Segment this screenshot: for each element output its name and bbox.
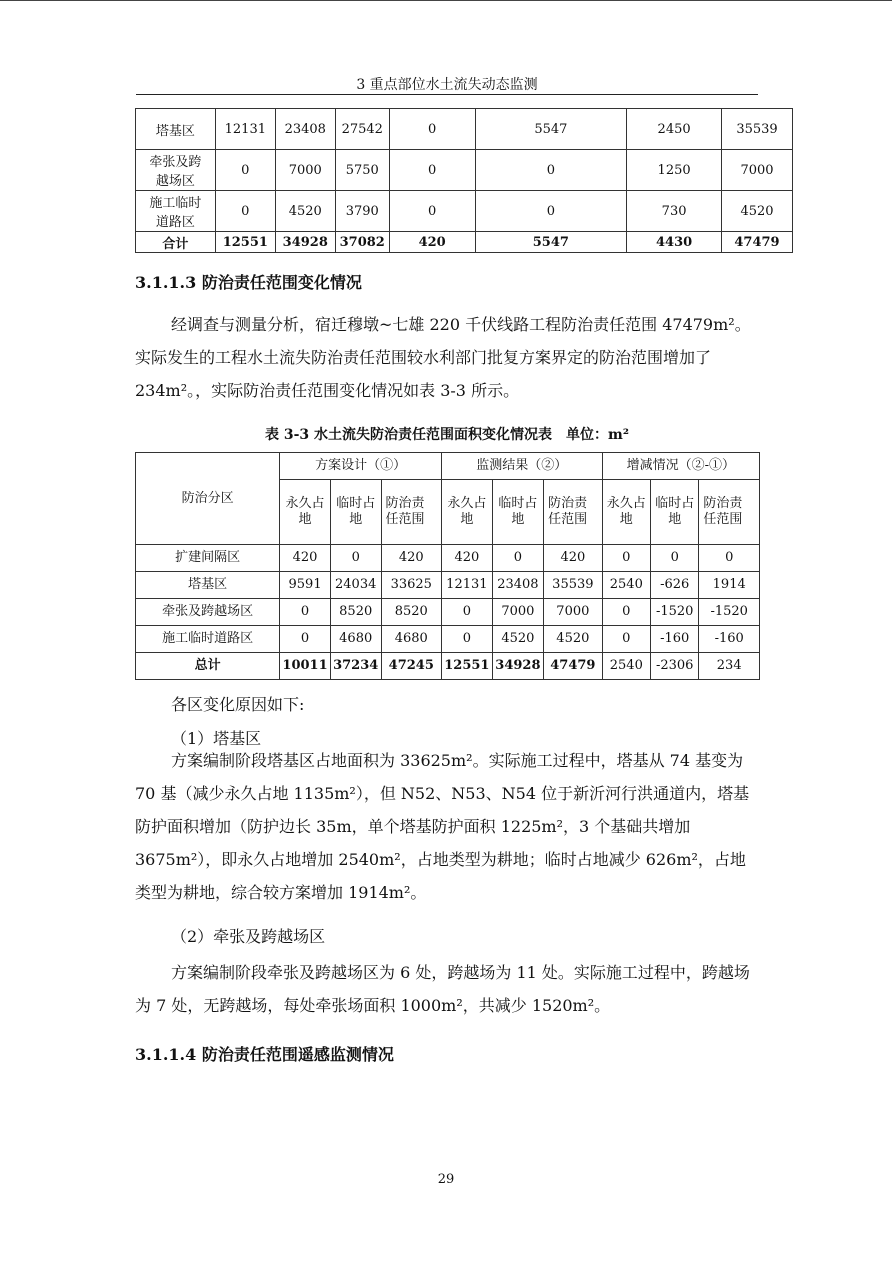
table-cell: -1520 <box>699 599 760 626</box>
table-caption: 表 3-3 水土流失防治责任范围面积变化情况表 单位：m² <box>265 427 629 443</box>
running-header: 3 重点部位水土流失动态监测 <box>356 77 538 93</box>
table-cell: 0 <box>699 545 760 572</box>
table-cell: 37234 <box>330 653 381 680</box>
table-cell: 420 <box>280 545 331 572</box>
row-label: 牵张及跨越场区 <box>136 150 216 191</box>
reasons-intro: 各区变化原因如下: <box>171 695 305 714</box>
table-cell: 0 <box>475 191 627 232</box>
row-label: 合计 <box>136 232 216 253</box>
column-subheader: 永久占地 <box>602 480 650 545</box>
table-cell: 730 <box>627 191 722 232</box>
table-cell: 0 <box>442 599 493 626</box>
table-cell: -2306 <box>651 653 699 680</box>
subheading-tower-area: （1）塔基区 <box>171 729 262 748</box>
table-cell: 34928 <box>275 232 335 253</box>
table-cell: 0 <box>389 150 475 191</box>
column-subheader: 临时占地 <box>492 480 543 545</box>
table-cell: 8520 <box>381 599 442 626</box>
table-cell: 420 <box>442 545 493 572</box>
table-cell: 0 <box>442 626 493 653</box>
table-cell: 33625 <box>381 572 442 599</box>
column-subheader: 永久占地 <box>280 480 331 545</box>
table-cell: -160 <box>651 626 699 653</box>
row-label: 施工临时道路区 <box>136 191 216 232</box>
zone-header: 防治分区 <box>136 453 280 545</box>
column-subheader: 临时占地 <box>330 480 381 545</box>
subheading-tension-area: （2）牵张及跨越场区 <box>171 927 326 946</box>
table-cell: 0 <box>280 626 331 653</box>
table-continuation <box>135 108 793 253</box>
table-cell: 5547 <box>475 232 627 253</box>
table-cell: 5547 <box>475 109 627 150</box>
table-cell: 27542 <box>335 109 389 150</box>
table-cell: 0 <box>475 150 627 191</box>
table-cell: 35539 <box>722 109 793 150</box>
table-cell: 4520 <box>275 191 335 232</box>
table-cell: 0 <box>602 599 650 626</box>
row-label: 总计 <box>136 653 280 680</box>
table-cell: 0 <box>492 545 543 572</box>
table-cell: 4430 <box>627 232 722 253</box>
row-label: 塔基区 <box>136 572 280 599</box>
table-cell: 0 <box>602 545 650 572</box>
table-cell: 10011 <box>280 653 331 680</box>
table-cell: -160 <box>699 626 760 653</box>
group-header-plan: 方案设计（①） <box>280 453 442 480</box>
table-cell: 4520 <box>722 191 793 232</box>
table-3-3 <box>135 452 760 680</box>
table-cell: 0 <box>389 191 475 232</box>
table-row <box>136 653 760 680</box>
table-cell: 0 <box>215 191 275 232</box>
table-row <box>136 599 760 626</box>
table-cell: 4680 <box>330 626 381 653</box>
table-cell: 12131 <box>215 109 275 150</box>
table-cell: 234 <box>699 653 760 680</box>
page-number: 29 <box>437 1172 455 1187</box>
top-border <box>0 0 892 1</box>
row-label: 扩建间隔区 <box>136 545 280 572</box>
paragraph-scope: 经调查与测量分析，宿迁穆墩~七雄 220 千伏线路工程防治责任范围 47479m²。实际发生的工程水土流失防治责任范围较水利部门批复方案界定的防治范围增加了 234m²。，实际防治责任范围变化情况如表 3-3 所示。 <box>135 315 751 400</box>
table-cell: 47479 <box>722 232 793 253</box>
table-cell: 7000 <box>722 150 793 191</box>
table-cell: 420 <box>381 545 442 572</box>
table-cell: 23408 <box>492 572 543 599</box>
table-cell: 8520 <box>330 599 381 626</box>
table-cell: 12131 <box>442 572 493 599</box>
column-subheader: 临时占地 <box>651 480 699 545</box>
table-cell: 0 <box>651 545 699 572</box>
table-cell: 1914 <box>699 572 760 599</box>
table-cell: 5750 <box>335 150 389 191</box>
table-cell: 0 <box>280 599 331 626</box>
table-cell: 7000 <box>492 599 543 626</box>
table-cell: 2450 <box>627 109 722 150</box>
row-label: 施工临时道路区 <box>136 626 280 653</box>
table-cell: 1250 <box>627 150 722 191</box>
section-heading-3-1-1-4: 3.1.1.4 防治责任范围遥感监测情况 <box>135 1045 394 1064</box>
row-label: 塔基区 <box>136 109 216 150</box>
column-subheader: 永久占地 <box>442 480 493 545</box>
table-row <box>136 150 793 191</box>
table-row <box>136 545 760 572</box>
group-header-monitor: 监测结果（②） <box>442 453 603 480</box>
table-cell: 23408 <box>275 109 335 150</box>
table-cell: 3790 <box>335 191 389 232</box>
table-cell: 7000 <box>544 599 602 626</box>
table-row <box>136 572 760 599</box>
table-cell: 7000 <box>275 150 335 191</box>
table-cell: 0 <box>389 109 475 150</box>
table-cell: 2540 <box>602 653 650 680</box>
table-cell: 24034 <box>330 572 381 599</box>
table-cell: 47479 <box>544 653 602 680</box>
table-cell: 4520 <box>544 626 602 653</box>
section-heading-3-1-1-3: 3.1.1.3 防治责任范围变化情况 <box>135 273 362 292</box>
table-cell: 35539 <box>544 572 602 599</box>
paragraph-tower-area: 方案编制阶段塔基区占地面积为 33625m²。实际施工过程中，塔基从 74 基变为 70 基（减少永久占地 1135m²），但 N52、N53、N54 位于新沂河行洪通道内，塔基防护面积增加（防护边长 35m，单个塔基防护面积 1225m²，3 个基础共增加 3675m²），即永久占地增加 2540m²，占地类型为耕地；临时占地减少 626m²，占地类型为耕地，综合较方案增加 1914m²。 <box>135 751 750 902</box>
row-label: 牵张及跨越场区 <box>136 599 280 626</box>
column-subheader: 防治责任范围 <box>544 480 602 545</box>
table-cell: 420 <box>389 232 475 253</box>
header-rule <box>136 94 758 95</box>
table-cell: 0 <box>602 626 650 653</box>
table-cell: 47245 <box>381 653 442 680</box>
table-cell: 37082 <box>335 232 389 253</box>
table-cell: 34928 <box>492 653 543 680</box>
table-row <box>136 232 793 253</box>
table-cell: -626 <box>651 572 699 599</box>
group-header-change: 增减情况（②-①） <box>602 453 759 480</box>
column-subheader: 防治责任范围 <box>699 480 760 545</box>
table-row <box>136 191 793 232</box>
paragraph-tension-area: 方案编制阶段牵张及跨越场区为 6 处，跨越场为 11 处。实际施工过程中，跨越场为 7 处，无跨越场，每处牵张场面积 1000m²，共减少 1520m²。 <box>135 963 750 1015</box>
table-row <box>136 109 793 150</box>
table-cell: 12551 <box>215 232 275 253</box>
table-cell: 12551 <box>442 653 493 680</box>
table-cell: -1520 <box>651 599 699 626</box>
table-cell: 4680 <box>381 626 442 653</box>
table-cell: 420 <box>544 545 602 572</box>
table-row <box>136 626 760 653</box>
table-cell: 4520 <box>492 626 543 653</box>
table-cell: 9591 <box>280 572 331 599</box>
column-subheader: 防治责任范围 <box>381 480 442 545</box>
table-cell: 0 <box>215 150 275 191</box>
table-cell: 2540 <box>602 572 650 599</box>
table-cell: 0 <box>330 545 381 572</box>
